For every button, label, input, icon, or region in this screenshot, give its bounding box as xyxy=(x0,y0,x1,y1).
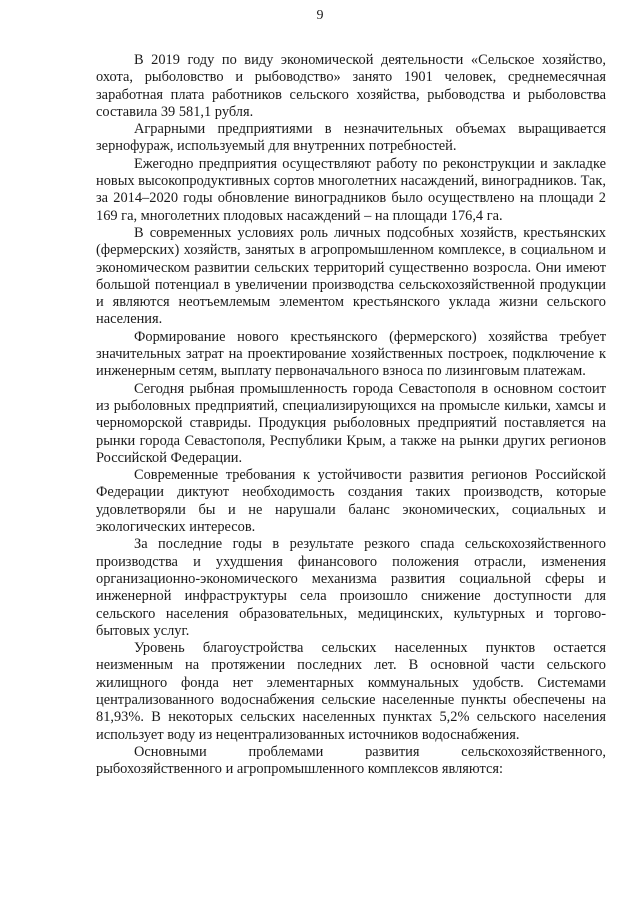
paragraph-grain-fodder: Аграрными предприятиями в незначительных объемах выращивается зернофураж, используемый для внутренних потребностей. xyxy=(96,121,606,155)
paragraph-sustainability: Современные требования к устойчивости развития регионов Российской Федерации диктуют необходимость создания таких производств, которые удовлетворяли бы и не нарушали баланс экономических, социальных и экологических интересов. xyxy=(96,467,606,536)
paragraph-main-problems: Основными проблемами развития сельскохозяйственного, рыбохозяйственного и агропромышленного комплексов являются: xyxy=(96,743,606,778)
paragraph-vineyards: Ежегодно предприятия осуществляют работу по реконструкции и закладке новых высокопродуктивных сортов многолетних насаждений, виноградников. Так, за 2014–2020 годы обновление виноградников было осуществлено на площади 2 169 га, многолетних плодовых насаждений – на площади 176,4 га. xyxy=(96,155,606,224)
paragraph-employment: В 2019 году по виду экономической деятельности «Сельское хозяйство, охота, рыболовство и рыбоводство» занято 1901 человек, среднемесячная заработная плата работников сельского хозяйства, рыбоводства и рыболовства составила 39 581,1 рубля. xyxy=(96,52,606,120)
paragraph-services-decline: За последние годы в результате резкого спада сельскохозяйственного производства и ухудшения финансового положения отрасли, изменения организационно-экономического механизма развития социальной сферы и инженерной инфраструктуры села произошло снижение доступности для сельского населения образовательных, медицинских, культурных и торгово-бытовых услуг. xyxy=(96,536,606,639)
paragraph-utilities: Уровень благоустройства сельских населенных пунктов остается неизменным на протяжении последних лет. В основной части сельского жилищного фонда нет элементарных коммунальных удобств. Системами централизованного водоснабжения сельские населенные пункты обеспечены на 81,93%. В некоторых сельских населенных пунктах 5,2% сельского населения использует воду из нецентрализованных источников водоснабжения. xyxy=(96,640,606,743)
paragraph-new-farm-costs: Формирование нового крестьянского (фермерского) хозяйства требует значительных затрат на проектирование хозяйственных построек, подключение к инженерным сетям, выплату первоначального взноса по лизинговым платежам. xyxy=(96,328,606,380)
paragraph-fishing-industry: Сегодня рыбная промышленность города Севастополя в основном состоит из рыболовных предприятий, специализирующихся на промысле кильки, хамсы и черноморской ставриды. Продукция рыболовных предприятий поставляется на рынки города Севастополя, Республики Крым, а также на рынки других регионов Российской Федерации. xyxy=(96,380,606,466)
body-text xyxy=(96,52,606,778)
paragraph-household-farms: В современных условиях роль личных подсобных хозяйств, крестьянских (фермерских) хозяйств, занятых в агропромышленном комплексе, в социальном и экономическом развитии сельских территорий существенно возросла. Они имеют большой потенциал в увеличении производства сельскохозяйственной продукции и являются неотъемлемым элементом крестьянского уклада жизни сельского населения. xyxy=(96,224,606,328)
page-number: 9 xyxy=(316,8,324,23)
